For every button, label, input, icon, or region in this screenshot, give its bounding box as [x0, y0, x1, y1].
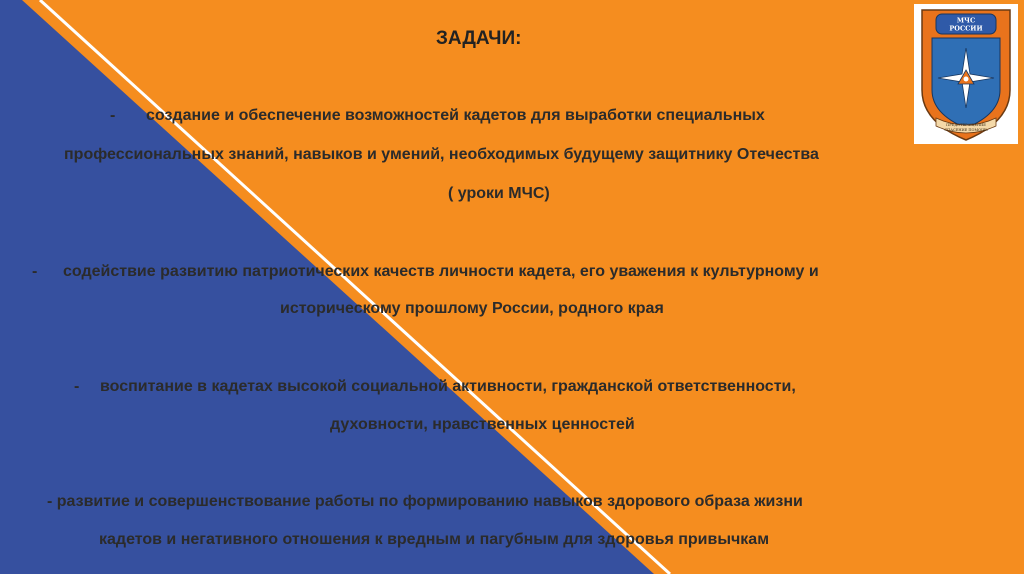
- item-3-line-2: духовности, нравственных ценностей: [330, 416, 635, 433]
- item-4-line-1: - развитие и совершенствование работы по формированию навыков здорового образа жизни: [47, 493, 803, 510]
- item-2-dash: -: [32, 263, 38, 280]
- mchs-emblem-logo: [914, 4, 1018, 144]
- item-1-line-1: создание и обеспечение возможностей кадетов для выработки специальных: [146, 107, 765, 124]
- svg-text:МЧС: МЧС: [956, 16, 976, 25]
- item-3-dash: -: [74, 378, 80, 395]
- item-1-line-2: профессиональных знаний, навыков и умений, необходимых будущему защитнику Отечества: [64, 146, 819, 163]
- item-3-line-1: воспитание в кадетах высокой социальной активности, гражданской ответственности,: [100, 378, 796, 395]
- item-2-line-2: историческому прошлому России, родного края: [280, 300, 664, 317]
- svg-text:СПАСЕНИЕ ПОМОЩЬ: СПАСЕНИЕ ПОМОЩЬ: [944, 128, 988, 132]
- item-2-line-1: содействие развитию патриотических качеств личности кадета, его уважения к культурному и: [63, 263, 819, 280]
- item-1-line-3: ( уроки МЧС): [448, 185, 550, 202]
- item-4-line-2: кадетов и негативного отношения к вредным и пагубным для здоровья привычкам: [99, 531, 770, 548]
- item-1-dash: -: [110, 107, 116, 124]
- svg-text:ПРЕДОТВРАЩЕНИЕ: ПРЕДОТВРАЩЕНИЕ: [946, 123, 986, 127]
- svg-text:РОССИИ: РОССИИ: [949, 24, 983, 33]
- slide-title: ЗАДАЧИ:: [436, 28, 522, 49]
- emblem-shield-icon: [914, 4, 1018, 144]
